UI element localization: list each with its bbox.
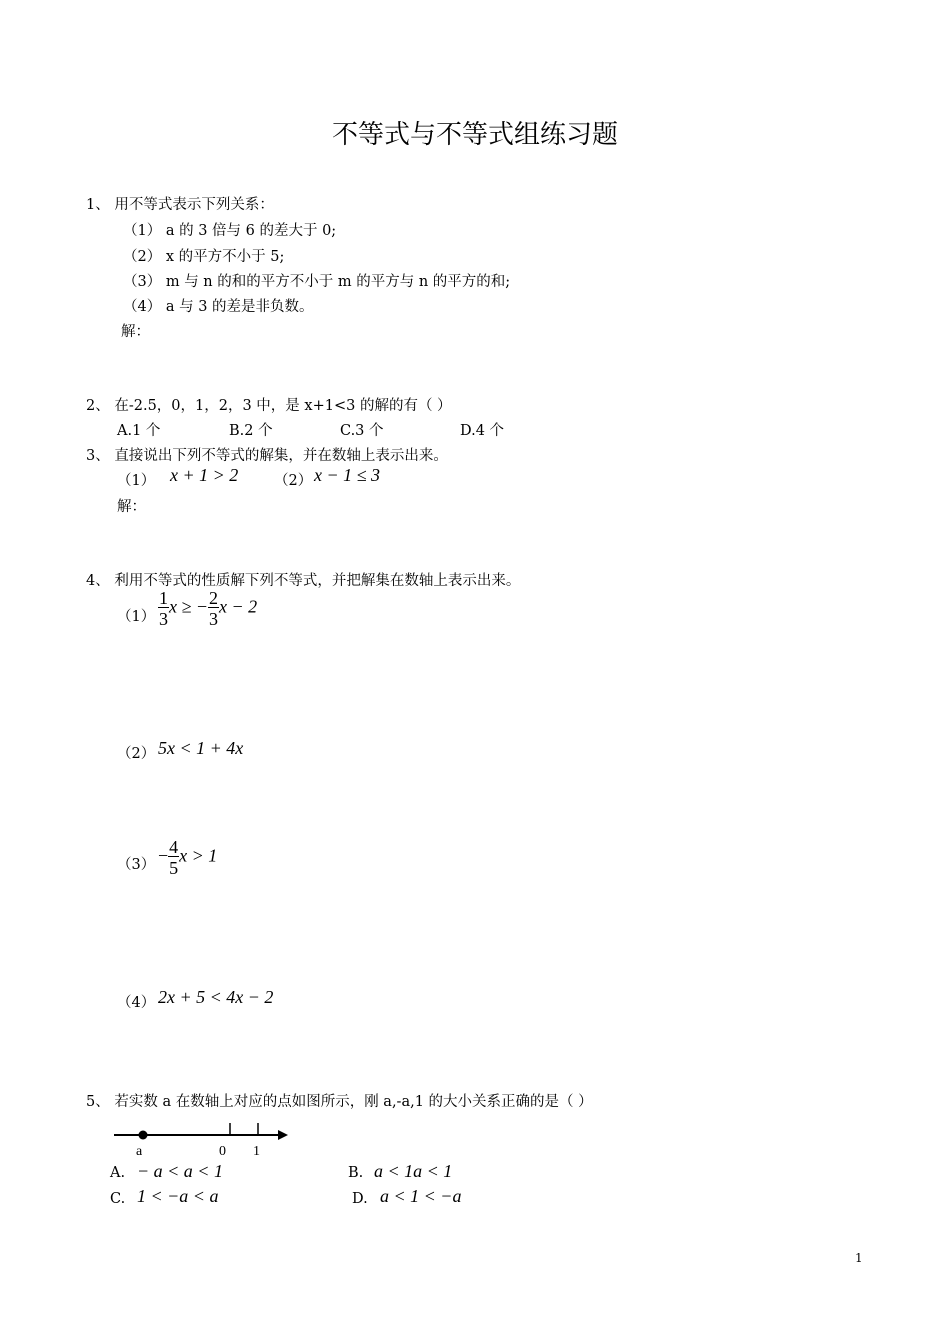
q5-option-d-letter: D.	[352, 1191, 368, 1207]
q3-part-1-expr: x + 1 > 2	[170, 465, 239, 485]
q4-part-3-expr	[158, 838, 217, 877]
q5-option-c-expr: 1 < −a < a	[137, 1186, 219, 1206]
q4-part-1-expr	[158, 589, 257, 628]
fraction-numerator: 4	[169, 837, 179, 857]
fraction-numerator: 1	[159, 588, 168, 608]
q4-part-2-label: （2）	[117, 746, 156, 762]
fraction	[168, 838, 179, 877]
expr-tail: x > 1	[179, 845, 218, 866]
q1-answer-label: 解：	[121, 324, 150, 340]
q5-option-d-expr: a < 1 < −a	[380, 1186, 462, 1206]
expr-sign: −	[158, 845, 169, 866]
q3-part-2-expr: x − 1 ≤ 3	[314, 465, 381, 485]
q1-item-3: （3） m 与 n 的和的平方不小于 m 的平方与 n 的平方的和;	[123, 274, 511, 290]
label-one: 1	[253, 1144, 260, 1159]
fraction	[208, 589, 219, 628]
q1-item-1: （1） a 的 3 倍与 6 的差大于 0;	[123, 223, 337, 239]
q3-part-1-label: （1）	[117, 473, 156, 489]
fraction-denominator: 5	[169, 858, 179, 878]
q5-option-a-letter: A.	[110, 1165, 126, 1181]
q3-part-2-label: （2）	[274, 473, 313, 489]
q5-option-a-expr: − a < a < 1	[137, 1161, 223, 1181]
label-zero: 0	[219, 1144, 226, 1159]
fraction-denominator: 3	[209, 609, 219, 629]
q4-part-4-label: （4）	[117, 995, 156, 1011]
page-title: 不等式与不等式组练习题	[331, 120, 618, 150]
fraction	[158, 589, 169, 628]
number-line	[110, 1120, 300, 1162]
q2-option-b: B.2 个	[229, 423, 273, 439]
q5-option-b-expr: a < 1a < 1	[374, 1161, 453, 1181]
q2-option-a: A.1 个	[117, 423, 161, 439]
q5-option-c-letter: C.	[110, 1191, 126, 1207]
label-a: a	[136, 1144, 143, 1159]
q5-option-b-letter: B.	[348, 1165, 364, 1181]
expr-middle: x ≥ −	[169, 596, 209, 617]
q4-part-2-expr: 5x < 1 + 4x	[158, 738, 244, 758]
q3-answer-label: 解：	[117, 499, 146, 515]
q4-part-4-expr: 2x + 5 < 4x − 2	[158, 987, 274, 1007]
q1-item-2: （2） x 的平方不小于 5;	[123, 249, 285, 265]
q5-stem: 5、 若实数 a 在数轴上对应的点如图所示，刚 a,-a,1 的大小关系正确的是（ ）	[86, 1094, 593, 1110]
fraction-denominator: 3	[159, 609, 168, 629]
q2-stem: 2、 在-2.5，0，1，2，3 中，是 x+1<3 的解的有（ ）	[86, 398, 452, 414]
q1-stem: 1、 用不等式表示下列关系：	[86, 197, 274, 213]
q4-part-1-label: （1）	[117, 609, 156, 625]
q2-option-c: C.3 个	[340, 423, 384, 439]
q1-item-4: （4） a 与 3 的差是非负数。	[123, 299, 314, 315]
q2-option-d: D.4 个	[460, 423, 505, 439]
page-number: 1	[855, 1251, 863, 1265]
expr-tail: x − 2	[219, 596, 258, 617]
q4-part-3-label: （3）	[117, 857, 156, 873]
q4-stem: 4、 利用不等式的性质解下列不等式，并把解集在数轴上表示出来。	[86, 573, 521, 589]
number-line-arrow	[278, 1130, 288, 1140]
point-a	[139, 1131, 148, 1140]
fraction-numerator: 2	[209, 588, 219, 608]
q3-stem: 3、 直接说出下列不等式的解集，并在数轴上表示出来。	[86, 448, 448, 464]
